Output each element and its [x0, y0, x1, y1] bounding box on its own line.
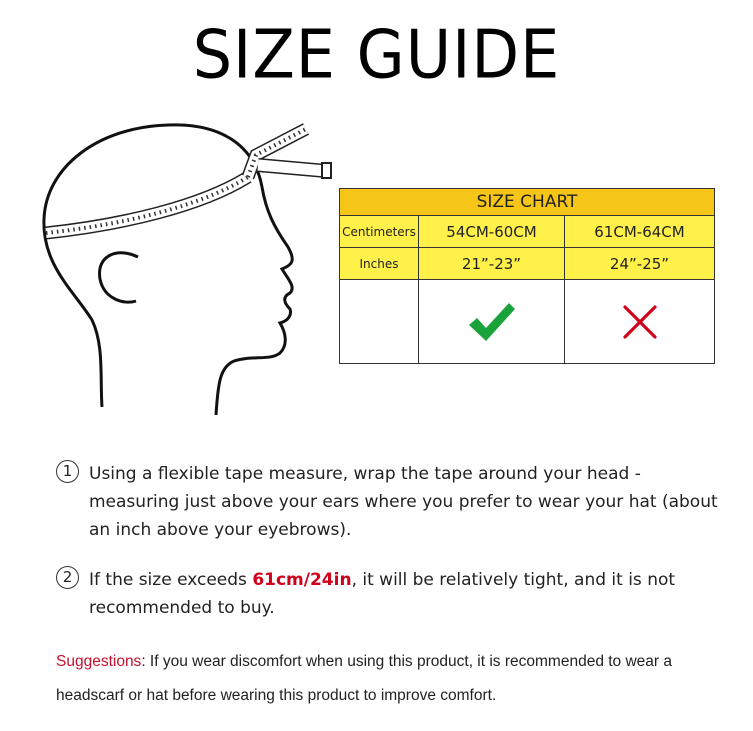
note-2-prefix: If the size exceeds	[89, 570, 253, 590]
cross-icon	[622, 304, 658, 340]
cm-size-small: 54CM-60CM	[419, 216, 565, 248]
size-chart-table	[339, 188, 715, 364]
suggestions-text: : If you wear discomfort when using this product, it is recommended to wear a headscarf or hat before wearing this product to improve comfort.	[56, 653, 672, 704]
fit-large-cell	[565, 280, 714, 363]
note-1-text: Using a flexible tape measure, wrap the tape around your head - measuring just above your ears where you prefer to wear your hat (about an inch above your eyebrows).	[89, 464, 718, 540]
head-measurement-illustration	[30, 115, 350, 435]
row-label-centimeters: Centimeters	[340, 216, 419, 248]
cm-size-large: 61CM-64CM	[565, 216, 714, 248]
number-badge-2: 2	[56, 566, 79, 589]
fit-small-cell	[419, 280, 565, 363]
suggestions-label: Suggestions	[56, 653, 142, 670]
instruction-note-1	[56, 460, 726, 544]
inch-size-large: 24”-25”	[565, 248, 714, 280]
note-2-suffix: , it will be relatively tight, and it is not recommended to buy.	[89, 570, 676, 618]
fit-row-label	[340, 280, 419, 363]
inch-size-small: 21”-23”	[419, 248, 565, 280]
check-icon	[467, 301, 517, 343]
note-2-text	[89, 566, 716, 622]
size-limit-highlight: 61cm/24in	[252, 570, 352, 590]
size-chart-header: SIZE CHART	[340, 189, 714, 216]
number-badge-1: 1	[56, 460, 79, 483]
page-title: SIZE GUIDE	[192, 15, 561, 94]
row-label-inches: Inches	[340, 248, 419, 280]
suggestions-paragraph	[56, 645, 736, 713]
instruction-note-2	[56, 566, 716, 622]
